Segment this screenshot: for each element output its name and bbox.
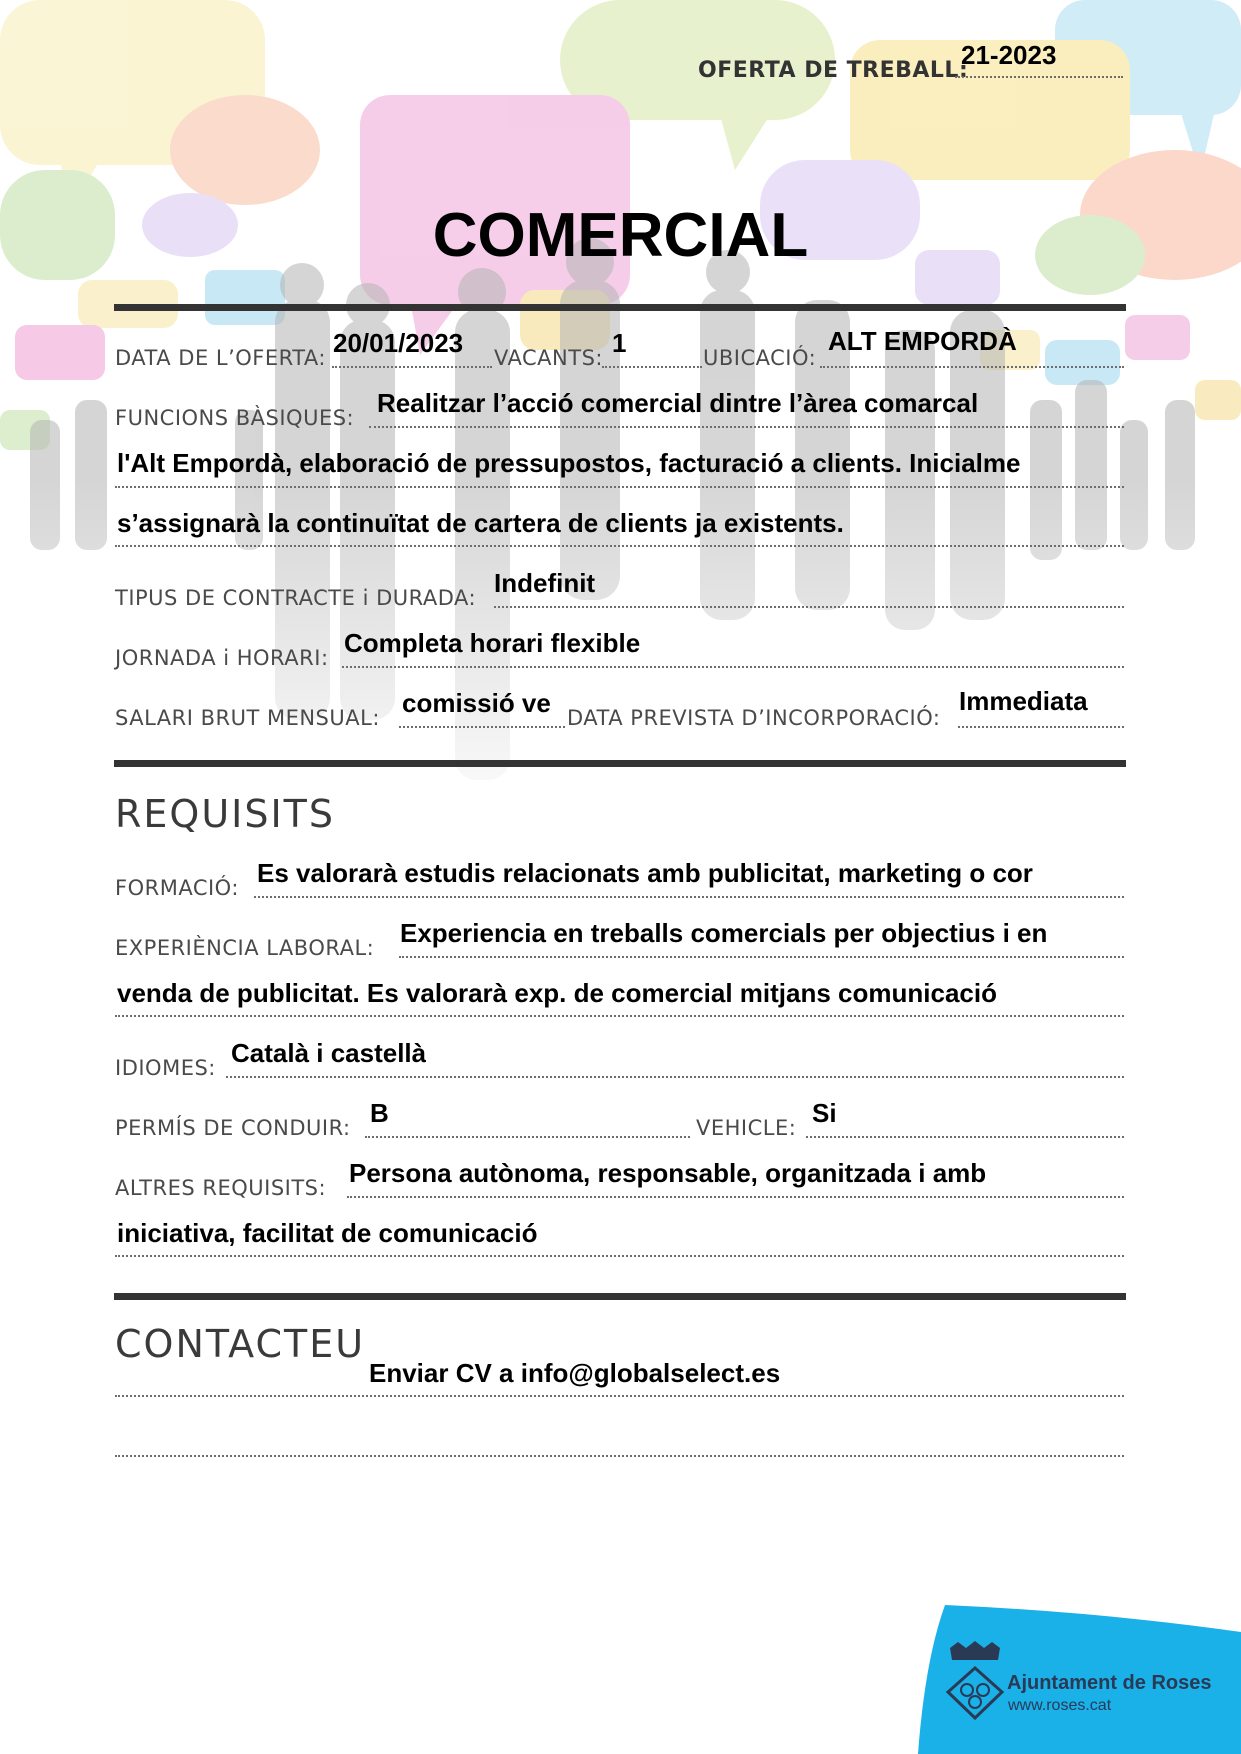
vacancies-label: VACANTS: (494, 346, 603, 370)
offer-number-label: OFERTA DE TREBALL: (698, 58, 969, 83)
section-divider (114, 304, 1126, 311)
vehicle-label: VEHICLE: (696, 1116, 797, 1140)
other-requirements-line-2 (115, 1255, 1124, 1257)
job-title: COMERCIAL (432, 201, 809, 270)
coat-of-arms-icon (940, 1640, 1010, 1720)
other-requirements-line-1 (347, 1196, 1124, 1198)
experience-text-line-1: Experiencia en treballs comercials per objectius i en (400, 918, 1048, 948)
start-date-label: DATA PREVISTA D’INCORPORACIÓ: (567, 706, 941, 730)
vacancies-line (602, 366, 702, 368)
contract-value: Indefinit (494, 568, 596, 598)
municipality-name: Ajuntament de Roses (1007, 1672, 1212, 1694)
driving-license-line (365, 1136, 690, 1138)
other-requirements-text-line-2: iniciativa, facilitat de comunicació (117, 1218, 538, 1248)
offer-number: 21-2023 (961, 40, 1057, 70)
vacancies-value: 1 (612, 328, 627, 358)
municipal-logo (940, 1640, 1010, 1720)
salary-line (399, 726, 565, 728)
start-date-line (958, 726, 1124, 728)
experience-text-line-2: venda de publicitat. Es valorarà exp. de comercial mitjans comunicació (117, 978, 997, 1008)
education-line (254, 896, 1124, 898)
other-requirements-label: ALTRES REQUISITS: (115, 1176, 327, 1200)
functions-text-line-1: Realitzar l’acció comercial dintre l’àrea comarcal (377, 388, 979, 418)
experience-line-1 (399, 956, 1124, 958)
offer-number-line (955, 76, 1123, 78)
schedule-value: Completa horari flexible (344, 628, 641, 658)
driving-license-value: B (370, 1098, 389, 1128)
offer-date-label: DATA DE L’OFERTA: (115, 346, 326, 370)
languages-line (226, 1076, 1124, 1078)
functions-label: FUNCIONS BÀSIQUES: (115, 406, 355, 430)
functions-line-2 (115, 486, 1124, 488)
contact-line-1 (115, 1395, 1124, 1397)
location-value: ALT EMPORDÀ (828, 326, 1017, 356)
functions-text-line-3: s’assignarà la continuïtat de cartera de clients ja existents. (117, 508, 844, 538)
municipality-website[interactable]: www.roses.cat (1008, 1697, 1112, 1714)
education-value: Es valorarà estudis relacionats amb publicitat, marketing o cor (257, 858, 1033, 888)
start-date-value: Immediata (959, 686, 1088, 716)
contact-heading: CONTACTEU (115, 1322, 366, 1366)
driving-license-label: PERMÍS DE CONDUIR: (115, 1116, 351, 1140)
offer-date-line (332, 366, 492, 368)
functions-line-3 (115, 545, 1124, 547)
experience-line-2 (115, 1015, 1124, 1017)
languages-value: Català i castellà (231, 1038, 427, 1068)
section-divider (114, 760, 1126, 767)
requirements-heading: REQUISITS (115, 792, 336, 836)
contact-text: Enviar CV a info@globalselect.es (369, 1358, 781, 1388)
location-line (820, 366, 1124, 368)
experience-label: EXPERIÈNCIA LABORAL: (115, 936, 375, 960)
salary-label: SALARI BRUT MENSUAL: (115, 706, 380, 730)
functions-line-1 (369, 426, 1124, 428)
section-divider (114, 1293, 1126, 1300)
location-label: UBICACIÓ: (703, 346, 817, 370)
functions-text-line-2: l'Alt Empordà, elaboració de pressupostos, facturació a clients. Inicialme (117, 448, 1021, 478)
languages-label: IDIOMES: (115, 1056, 216, 1080)
vehicle-value: Si (812, 1098, 837, 1128)
offer-date: 20/01/2023 (333, 328, 464, 358)
schedule-line (342, 666, 1124, 668)
education-label: FORMACIÓ: (115, 876, 239, 900)
salary-value: comissió ve (402, 688, 551, 718)
contract-line (494, 606, 1124, 608)
contract-label: TIPUS DE CONTRACTE i DURADA: (115, 586, 477, 610)
other-requirements-text-line-1: Persona autònoma, responsable, organitzada i amb (349, 1158, 987, 1188)
schedule-label: JORNADA i HORARI: (115, 646, 329, 670)
vehicle-line (806, 1136, 1124, 1138)
contact-line-2 (115, 1455, 1124, 1457)
